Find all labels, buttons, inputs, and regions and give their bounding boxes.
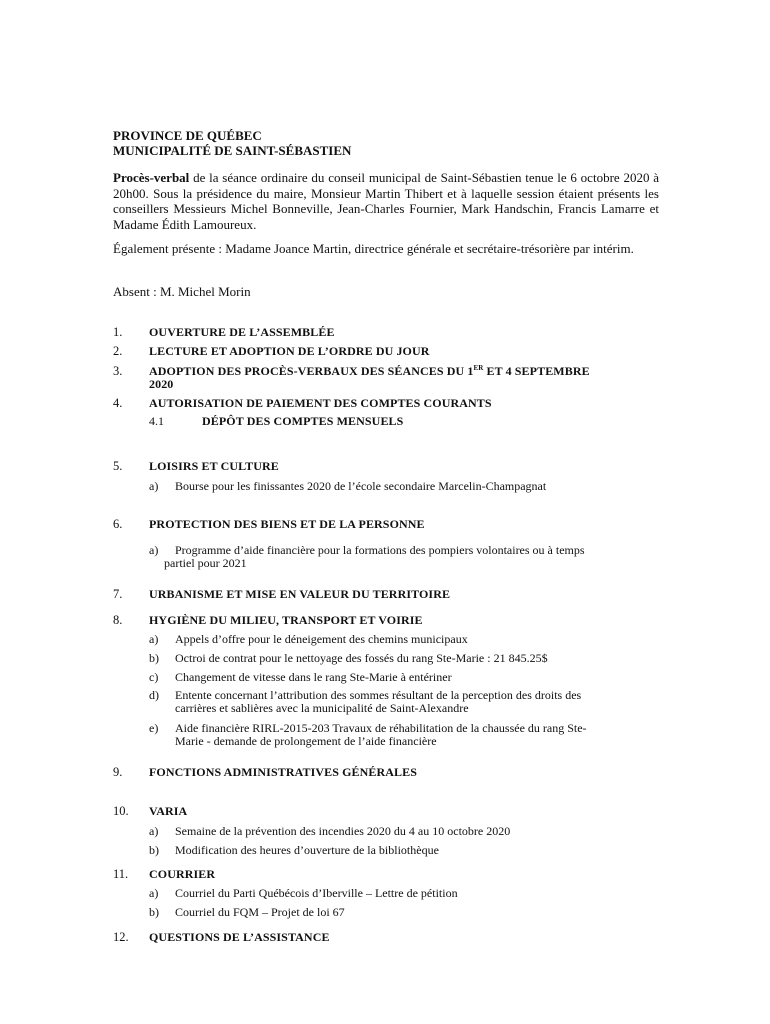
province-heading: PROVINCE DE QUÉBEC — [113, 128, 262, 143]
agenda-8-e-letter: e) — [149, 721, 159, 735]
agenda-8-b-text: Octroi de contrat pour le nettoyage des fossés du rang Ste-Marie : 21 845.25$ — [175, 651, 548, 665]
agenda-title-12: QUESTIONS DE L’ASSISTANCE — [149, 930, 330, 944]
agenda-subtitle-4-1: DÉPÔT DES COMPTES MENSUELS — [202, 414, 404, 428]
agenda-11-a-text: Courriel du Parti Québécois d’Iberville – Lettre de pétition — [175, 886, 458, 900]
agenda-number-9: 9. — [113, 765, 123, 779]
also-present-paragraph: Également présente : Madame Joance Martin, directrice générale et secrétaire-trésorière par intérim. — [113, 241, 634, 256]
agenda-number-6: 6. — [113, 517, 123, 531]
agenda-title-3-superscript: ER — [473, 364, 484, 372]
agenda-5-a-letter: a) — [149, 479, 159, 493]
agenda-number-1: 1. — [113, 325, 123, 339]
agenda-11-b-text: Courriel du FQM – Projet de loi 67 — [175, 905, 345, 919]
absent-paragraph: Absent : M. Michel Morin — [113, 284, 251, 299]
agenda-10-a-text: Semaine de la prévention des incendies 2020 du 4 au 10 octobre 2020 — [175, 824, 511, 838]
agenda-title-9: FONCTIONS ADMINISTRATIVES GÉNÉRALES — [149, 765, 418, 779]
agenda-title-6: PROTECTION DES BIENS ET DE LA PERSONNE — [149, 517, 425, 531]
agenda-title-3-year: 2020 — [149, 377, 174, 391]
agenda-title-3-part-a: ADOPTION DES PROCÈS-VERBAUX DES SÉANCES DU 1 — [149, 364, 474, 378]
agenda-11-a-letter: a) — [149, 886, 159, 900]
agenda-8-a-letter: a) — [149, 632, 159, 646]
agenda-number-12: 12. — [113, 930, 129, 944]
agenda-title-1: OUVERTURE DE L’ASSEMBLÉE — [149, 325, 335, 339]
agenda-number-2: 2. — [113, 344, 123, 358]
agenda-8-d-text-line2: carrières et sablières avec la municipalité de Saint-Alexandre — [175, 701, 469, 715]
agenda-number-8: 8. — [113, 613, 123, 627]
agenda-number-3: 3. — [113, 364, 123, 378]
agenda-8-b-letter: b) — [149, 651, 159, 665]
agenda-10-b-letter: b) — [149, 843, 159, 857]
agenda-10-a-letter: a) — [149, 824, 159, 838]
agenda-8-e-text-line1: Aide financière RIRL-2015-203 Travaux de réhabilitation de la chaussée du rang Ste- — [175, 721, 587, 735]
agenda-8-d-text-line1: Entente concernant l’attribution des sommes résultant de la perception des droits des — [175, 688, 582, 702]
agenda-title-3-part-b: ET 4 SEPTEMBRE — [483, 364, 590, 378]
agenda-8-c-text: Changement de vitesse dans le rang Ste-Marie à entériner — [175, 670, 452, 684]
agenda-6-a-text-line1: Programme d’aide financière pour la formations des pompiers volontaires ou à temps — [175, 543, 585, 557]
agenda-8-e-text-line2: Marie - demande de prolongement de l’aide financière — [175, 734, 437, 748]
agenda-number-4: 4. — [113, 396, 123, 410]
agenda-title-8: HYGIÈNE DU MILIEU, TRANSPORT ET VOIRIE — [149, 613, 423, 627]
intro-paragraph — [113, 170, 659, 232]
agenda-title-11: COURRIER — [149, 867, 216, 881]
agenda-10-b-text: Modification des heures d’ouverture de la bibliothèque — [175, 843, 439, 857]
agenda-title-5: LOISIRS ET CULTURE — [149, 459, 279, 473]
agenda-title-2: LECTURE ET ADOPTION DE L’ORDRE DU JOUR — [149, 344, 430, 358]
agenda-6-a-text-line2: partiel pour 2021 — [164, 556, 247, 570]
agenda-11-b-letter: b) — [149, 905, 159, 919]
agenda-number-10: 10. — [113, 804, 129, 818]
agenda-title-3 — [149, 364, 590, 379]
agenda-8-d-letter: d) — [149, 688, 159, 702]
agenda-8-c-letter: c) — [149, 670, 159, 684]
intro-bold-label: Procès-verbal — [113, 170, 190, 185]
agenda-title-10: VARIA — [149, 804, 188, 818]
agenda-number-5: 5. — [113, 459, 123, 473]
intro-text: de la séance ordinaire du conseil municipal de Saint-Sébastien tenue le 6 octobre 2020 à 20h00. Sous la présidence du maire, Monsieur Martin Thibert et à laquelle session étaient présents les conseillers Messieurs Michel Bonneville, Jean-Charles Fournier, Mark Handschin, Francis Lamarre et Madame Édith Lamoureux. — [113, 170, 659, 232]
agenda-6-a-letter: a) — [149, 543, 159, 557]
municipality-heading: MUNICIPALITÉ DE SAINT-SÉBASTIEN — [113, 143, 352, 158]
agenda-5-a-text: Bourse pour les finissantes 2020 de l’école secondaire Marcelin-Champagnat — [175, 479, 547, 493]
document-header — [113, 128, 351, 158]
agenda-title-4: AUTORISATION DE PAIEMENT DES COMPTES COURANTS — [149, 396, 492, 410]
agenda-number-11: 11. — [113, 867, 129, 881]
agenda-subnumber-4-1: 4.1 — [149, 414, 164, 428]
agenda-8-a-text: Appels d’offre pour le déneigement des chemins municipaux — [175, 632, 468, 646]
agenda-title-7: URBANISME ET MISE EN VALEUR DU TERRITOIRE — [149, 587, 451, 601]
agenda-number-7: 7. — [113, 587, 123, 601]
